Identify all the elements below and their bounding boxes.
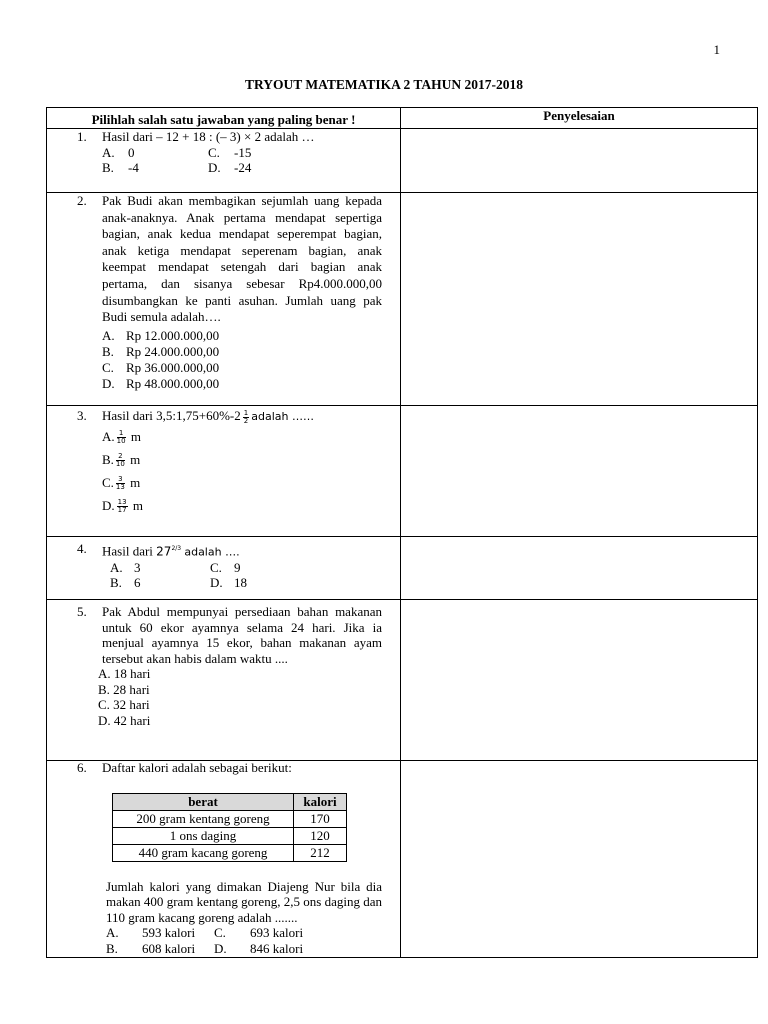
option-value: Rp 12.000.000,00 <box>126 327 220 343</box>
question-4 <box>47 541 400 591</box>
table-cell: 1 ons daging <box>113 827 294 844</box>
option-value: 0 <box>128 144 135 160</box>
calorie-table <box>112 793 347 862</box>
option-value: Rp 36.000.000,00 <box>126 359 220 375</box>
unit: m <box>132 497 143 513</box>
option-label: D. <box>210 575 223 591</box>
unit: m <box>130 451 141 467</box>
option-label: A. <box>106 925 119 940</box>
table-cell: 170 <box>294 810 347 827</box>
fraction <box>117 499 128 514</box>
fraction <box>117 430 126 445</box>
option-label: D. <box>102 497 115 513</box>
option-label: B. <box>106 940 118 956</box>
option-value: 693 kalori <box>250 925 304 940</box>
option-label: C. <box>102 359 114 375</box>
option-label: B. <box>110 575 122 591</box>
numerator: 2 <box>116 453 125 461</box>
column-header: berat <box>113 793 294 810</box>
option-value: 608 kalori <box>142 940 196 956</box>
table-cell: 212 <box>294 844 347 861</box>
option-value: 9 <box>234 559 241 575</box>
question-text: Pak Abdul mempunyai persediaan bahan makanan untuk 60 ekor ayamnya selama 24 hari. Jika ia menjual ayamnya 15 ekor, bahan makanan ayam tersebut akan habis dalam waktu .... <box>102 604 382 666</box>
question-text-part: Hasil dari <box>102 543 153 559</box>
option-d <box>102 494 382 517</box>
question-number: 6. <box>77 760 87 775</box>
numerator: 1 <box>243 408 249 417</box>
option-label: D. <box>208 160 221 175</box>
option-label: A. <box>102 144 115 160</box>
option-value: Rp 48.000.000,00 <box>126 375 220 391</box>
question-3 <box>47 408 400 517</box>
option-label: A. <box>110 559 123 575</box>
column-header: kalori <box>294 793 347 810</box>
option-value: -24 <box>234 160 252 175</box>
option-value: 3 <box>134 559 141 575</box>
option-value: -4 <box>128 160 139 175</box>
numerator: 1 <box>117 430 126 438</box>
option-value: 846 kalori <box>250 940 304 956</box>
solution-header: Penyelesaian <box>543 108 615 123</box>
question-text: Pak Budi akan membagikan sejumlah uang kepada anak-anaknya. Anak pertama mendapat sepertiga bagian, anak kedua mendapat seperempat bagian, anak ketiga mendapat seperenam bagian, anak keempat mendapat setengah dari bagian anak pertama, dan sisanya sebesar Rp4.000.000,00 disumbangkan ke panti asuhan. Jumlah uang pak Budi semula adalah…. <box>102 193 382 325</box>
row-divider <box>47 599 757 600</box>
question-number: 1. <box>77 129 87 144</box>
numerator: 3 <box>116 476 125 484</box>
option-label: C. <box>214 925 226 940</box>
table-cell: 200 gram kentang goreng <box>113 810 294 827</box>
denominator: 10 <box>115 460 125 469</box>
table-row <box>113 810 347 827</box>
question-number: 2. <box>77 193 87 208</box>
page-title: TRYOUT MATEMATIKA 2 TAHUN 2017-2018 <box>244 77 524 92</box>
question-6 <box>47 760 400 956</box>
question-text-part: adalah …. <box>184 545 240 559</box>
option-label: C. <box>208 144 220 160</box>
denominator: 10 <box>116 437 126 446</box>
numerator: 13 <box>117 498 127 507</box>
table-cell: 120 <box>294 827 347 844</box>
question-text: Hasil dari – 12 + 18 : (– 3) × 2 adalah … <box>102 129 315 144</box>
denominator: 17 <box>117 506 127 515</box>
row-divider <box>47 405 757 406</box>
table-header-row <box>113 793 347 810</box>
option-label: B. <box>102 451 114 467</box>
option-label: B. <box>102 343 114 359</box>
row-divider <box>47 536 757 537</box>
question-text-part: adalah …… <box>251 410 314 423</box>
question-text <box>102 408 382 425</box>
option-value: -15 <box>234 144 252 160</box>
denominator: 13 <box>115 483 125 492</box>
question-5 <box>47 604 400 728</box>
column-divider <box>400 108 401 957</box>
exponent-base: 27 <box>156 544 172 559</box>
fraction <box>116 453 125 468</box>
question-table <box>46 107 758 958</box>
option-value: 6 <box>134 575 141 591</box>
option-label: A. <box>102 327 115 343</box>
page-number: 1 <box>713 42 720 57</box>
option-b: B. 28 hari <box>98 681 150 697</box>
option-value: 593 kalori <box>142 925 196 940</box>
unit: m <box>130 428 141 444</box>
option-a: A. 18 hari <box>98 666 151 681</box>
option-label: C. <box>102 474 114 490</box>
question-text-continued: Jumlah kalori yang dimakan Diajeng Nur bila dia makan 400 gram kentang goreng, 2,5 ons daging dan 110 gram kacang goreng adalah ....... <box>106 878 382 925</box>
option-b <box>102 448 382 471</box>
option-label: C. <box>210 559 222 575</box>
question-text <box>102 541 382 560</box>
fraction <box>243 410 249 425</box>
option-value: 18 <box>234 575 247 591</box>
question-number: 5. <box>77 604 87 619</box>
exponent: 2/3 <box>171 545 182 552</box>
table-row <box>113 844 347 861</box>
option-d: D. 42 hari <box>98 712 151 728</box>
option-c: C. 32 hari <box>98 697 150 712</box>
table-cell: 440 gram kacang goreng <box>113 844 294 861</box>
option-c <box>102 471 382 494</box>
question-1 <box>47 129 400 176</box>
question-text: Daftar kalori adalah sebagai berikut: <box>102 760 292 775</box>
question-number: 4. <box>77 541 87 556</box>
unit: m <box>130 474 141 490</box>
option-label: B. <box>102 160 114 175</box>
question-2 <box>47 193 400 392</box>
table-row <box>113 827 347 844</box>
option-value: Rp 24.000.000,00 <box>126 343 220 359</box>
question-number: 3. <box>77 408 87 423</box>
option-label: D. <box>214 940 227 956</box>
option-a <box>102 425 382 448</box>
fraction <box>116 476 125 491</box>
option-label: A. <box>102 428 115 444</box>
option-label: D. <box>102 375 115 391</box>
denominator: 2 <box>243 416 249 425</box>
question-text-part: Hasil dari 3,5:1,75+60%-2 <box>102 408 241 423</box>
instruction-header: Pilihlah salah satu jawaban yang paling benar ! <box>91 112 356 127</box>
